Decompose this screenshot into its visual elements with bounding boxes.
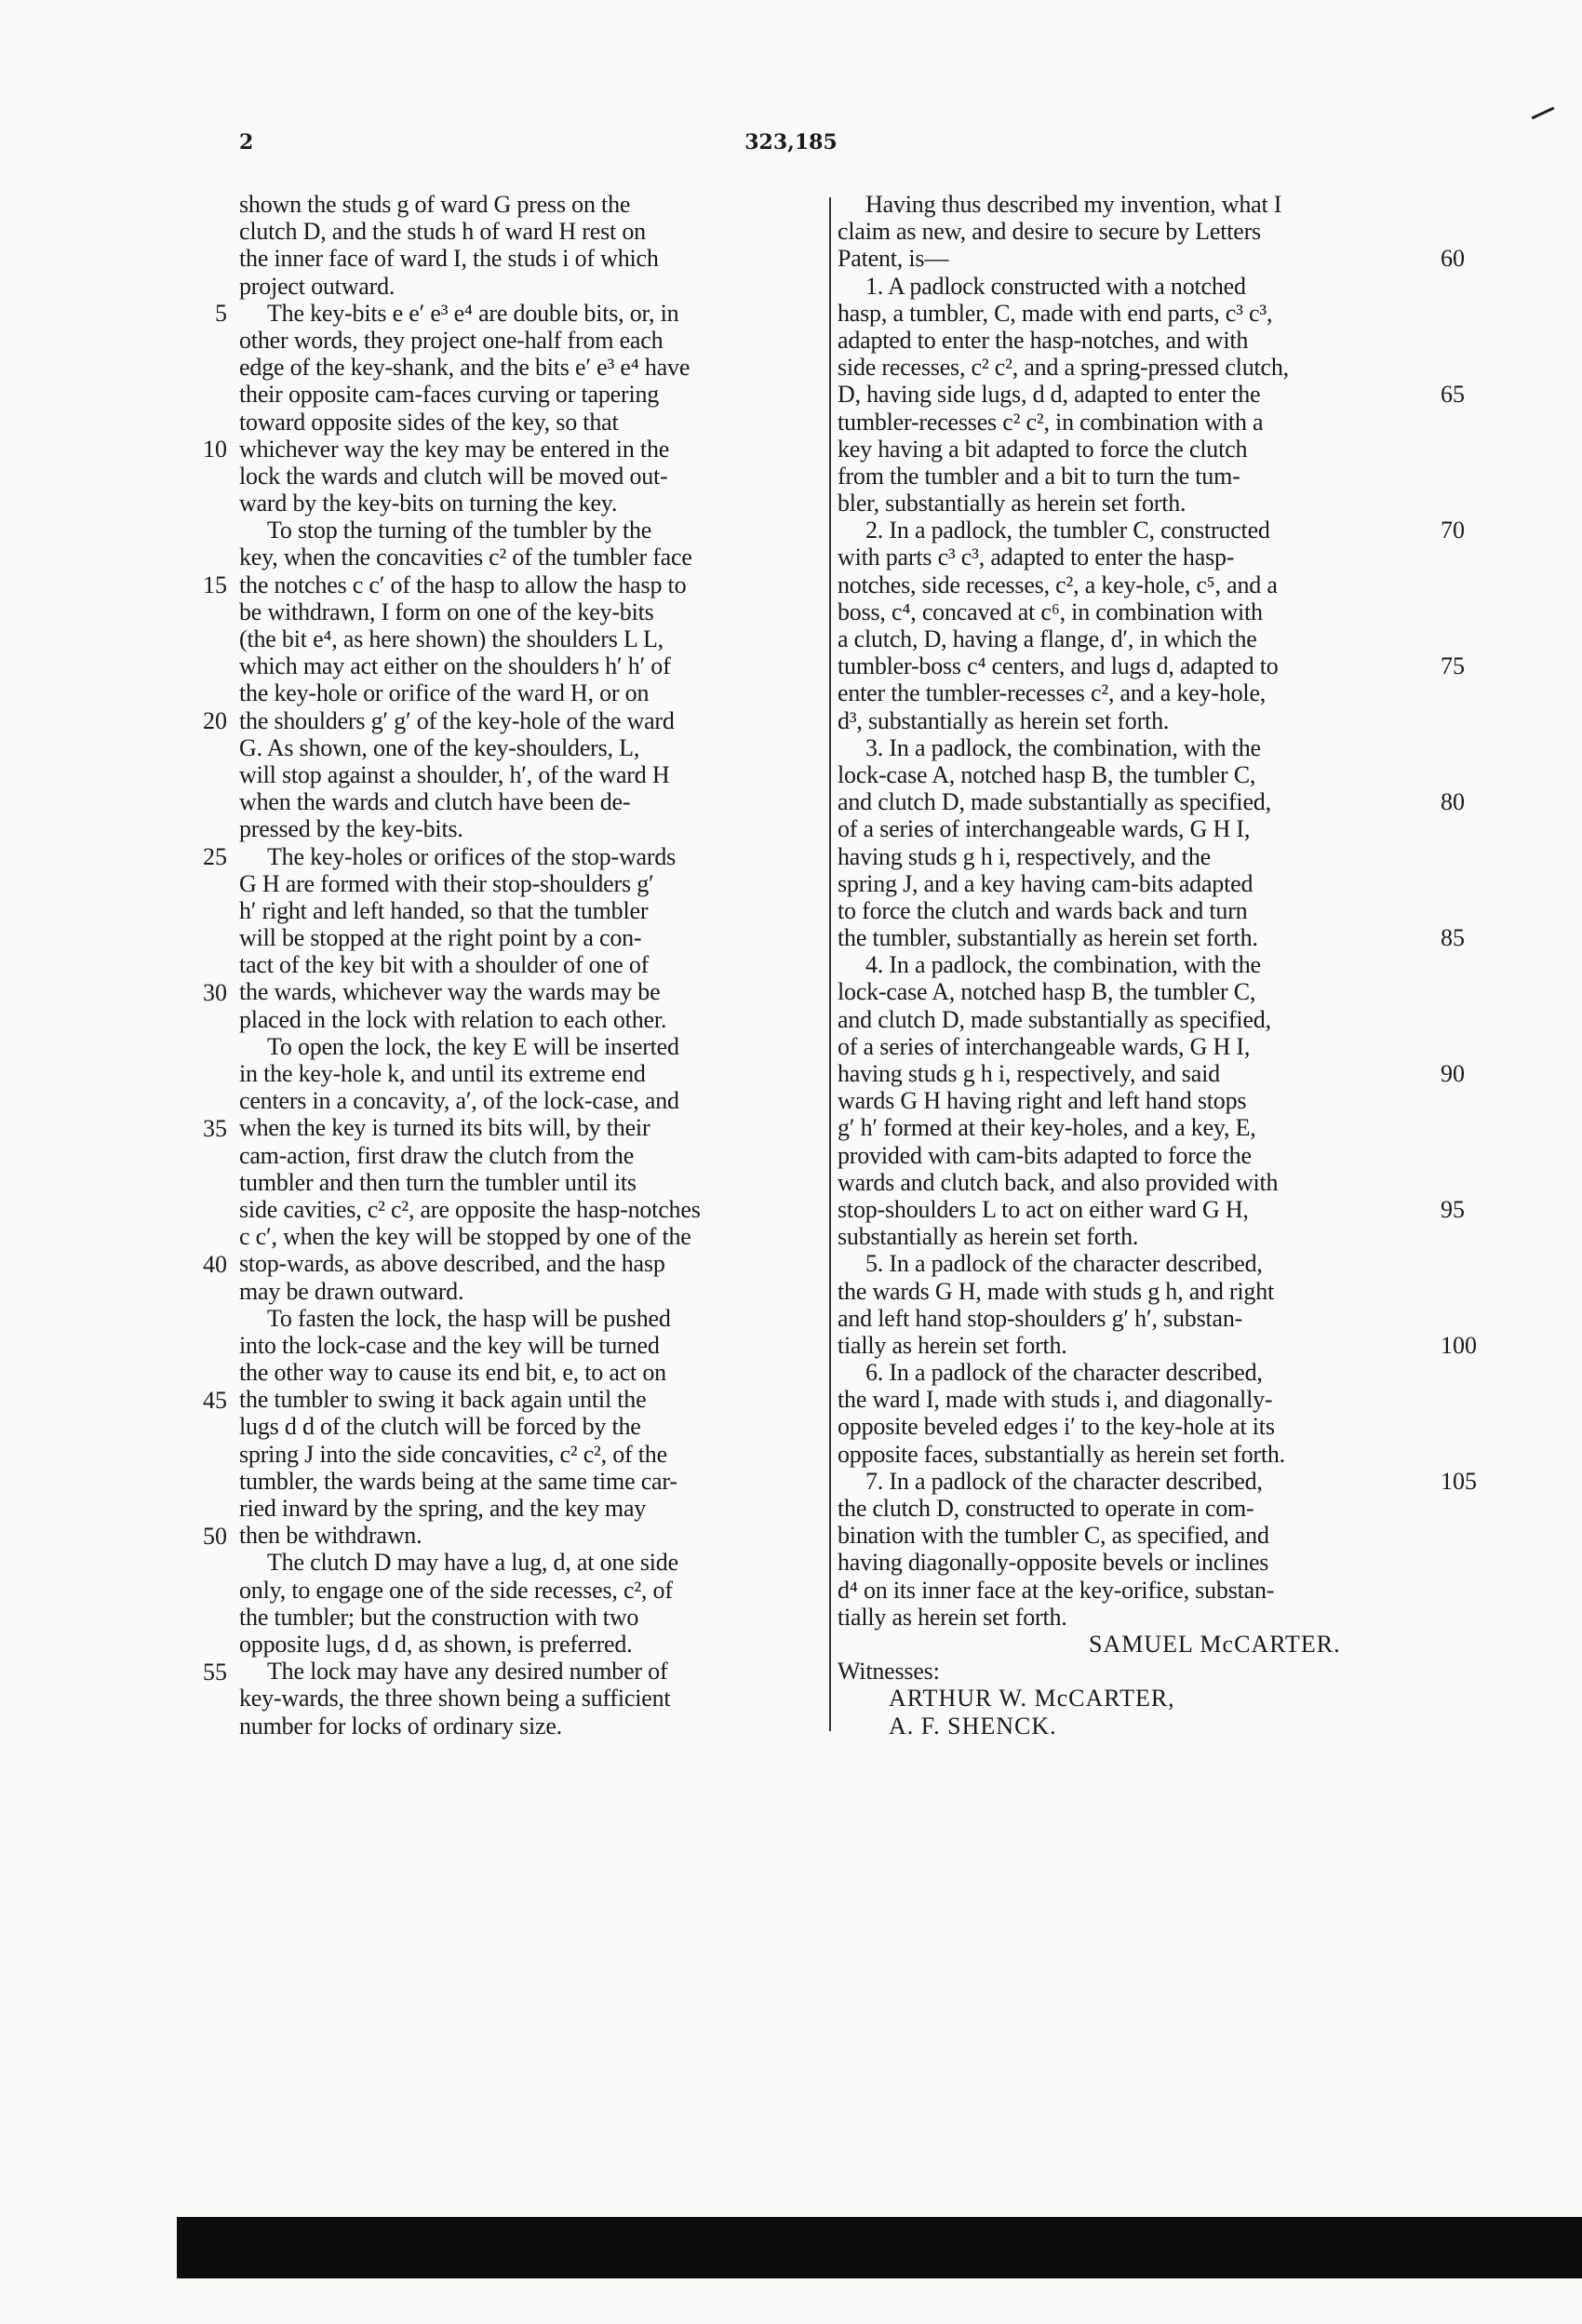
margin-line-number: 40 (203, 1250, 227, 1278)
scan-bottom-bar (177, 2217, 1582, 2278)
text-line: the tumbler; but the construction with two (239, 1603, 639, 1631)
text-line: spring J, and a key having cam-bits adapted (838, 869, 1254, 897)
text-line: Having thus described my invention, what I (865, 191, 1282, 218)
text-line: lock-case A, notched hasp B, the tumbler C, (838, 978, 1256, 1006)
margin-line-number: 65 (1441, 381, 1465, 409)
margin-line-number: 60 (1441, 245, 1465, 273)
text-line: of a series of interchangeable wards, G H I, (838, 815, 1251, 843)
margin-line-number: 70 (1441, 517, 1465, 544)
text-line: wards G H having right and left hand stops (838, 1087, 1247, 1115)
text-line: the tumbler to swing it back again until the (239, 1386, 647, 1414)
text-line: having studs g h i, respectively, and the (838, 842, 1211, 870)
text-line: tially as herein set forth. (838, 1331, 1067, 1359)
text-line: the clutch D, constructed to operate in com- (838, 1495, 1254, 1522)
text-line: clutch D, and the studs h of ward H rest on (239, 218, 646, 246)
text-line: the shoulders g′ g′ of the key-hole of the ward (239, 706, 675, 734)
page-number: 2 (239, 130, 254, 154)
text-line: opposite beveled edges i′ to the key-hole at its (838, 1413, 1275, 1441)
text-line: with parts c³ c³, adapted to enter the hasp- (838, 544, 1235, 571)
text-line: and left hand stop-shoulders g′ h′, substan- (838, 1304, 1243, 1332)
text-line: a clutch, D, having a flange, d′, in which the (838, 625, 1257, 652)
text-line: spring J into the side concavities, c² c², of the (239, 1440, 667, 1468)
margin-line-number: 55 (203, 1658, 227, 1686)
right-text-column (838, 191, 1433, 1740)
text-line: D, having side lugs, d d, adapted to enter the (838, 381, 1261, 409)
margin-line-number: 75 (1441, 652, 1465, 680)
margin-line-number: 105 (1441, 1468, 1477, 1496)
text-line: the ward I, made with studs i, and diagonally- (838, 1386, 1273, 1414)
text-line: The lock may have any desired number of (267, 1658, 668, 1686)
text-line: tact of the key bit with a shoulder of one of (239, 951, 650, 979)
text-line: other words, they project one-half from each (239, 326, 664, 354)
text-line: shown the studs g of ward G press on the (239, 191, 631, 218)
text-line: G H are formed with their stop-shoulders g′ (239, 869, 654, 897)
margin-line-number: 45 (203, 1386, 227, 1414)
column-divider (829, 197, 831, 1731)
text-line: tially as herein set forth. (838, 1603, 1067, 1631)
text-line: cam-action, first draw the clutch from the (239, 1141, 635, 1169)
margin-line-number: 100 (1441, 1332, 1477, 1360)
text-line: To fasten the lock, the hasp will be pushed (267, 1304, 671, 1332)
text-line: adapted to enter the hasp-notches, and with (838, 326, 1249, 354)
text-line: c c′, when the key will be stopped by one of the (239, 1223, 691, 1251)
text-line: tumbler and then turn the tumbler until its (239, 1168, 637, 1196)
margin-line-number: 95 (1441, 1196, 1465, 1224)
margin-line-number: 25 (203, 842, 227, 870)
text-line: when the wards and clutch have been de- (239, 788, 631, 816)
text-line: then be withdrawn. (239, 1522, 422, 1550)
text-line: key having a bit adapted to force the clutch (838, 435, 1248, 463)
text-line: bination with the tumbler C, as specified, and (838, 1522, 1269, 1550)
text-line: The key-bits e e′ e³ e⁴ are double bits, or, in (267, 299, 679, 327)
text-line: opposite faces, substantially as herein set forth. (838, 1440, 1285, 1468)
text-line: G. As shown, one of the key-shoulders, L, (239, 733, 640, 761)
margin-line-number: 10 (203, 435, 227, 463)
text-line: g′ h′ formed at their key-holes, and a key, E, (838, 1114, 1256, 1142)
margin-line-number: 85 (1441, 924, 1465, 952)
text-line: 1. A padlock constructed with a notched (865, 272, 1246, 300)
margin-line-number: 90 (1441, 1060, 1465, 1088)
text-line: of a series of interchangeable wards, G H I, (838, 1032, 1251, 1060)
text-line: pressed by the key-bits. (239, 815, 463, 843)
text-line: lock the wards and clutch will be moved out- (239, 462, 668, 490)
text-line: substantially as herein set forth. (838, 1223, 1139, 1251)
text-line: ried inward by the spring, and the key may (239, 1495, 647, 1522)
text-line: in the key-hole k, and until its extreme end (239, 1060, 646, 1087)
text-line: To open the lock, the key E will be inserted (267, 1032, 679, 1060)
text-line: project outward. (239, 272, 396, 300)
text-line: the other way to cause its end bit, e, to act on (239, 1359, 666, 1387)
text-line: the notches c c′ of the hasp to allow the hasp to (239, 571, 687, 598)
text-line: key, when the concavities c² of the tumbler face (239, 544, 692, 571)
text-line: 7. In a padlock of the character described, (865, 1467, 1263, 1495)
text-line: tumbler-recesses c² c², in combination with a (838, 408, 1264, 436)
text-line: may be drawn outward. (239, 1277, 464, 1305)
text-line: and clutch D, made substantially as specified, (838, 788, 1271, 816)
text-line: Patent, is— (838, 245, 949, 273)
text-line: boss, c⁴, concaved at c⁶, in combination with (838, 598, 1263, 625)
text-line: ARTHUR W. McCARTER, (889, 1685, 1175, 1713)
text-line: lugs d d of the clutch will be forced by the (239, 1413, 641, 1441)
text-line: 5. In a padlock of the character described, (865, 1250, 1263, 1278)
text-line: having diagonally-opposite bevels or inclines (838, 1549, 1269, 1577)
text-line: be withdrawn, I form on one of the key-bits (239, 598, 654, 625)
text-line: d³, substantially as herein set forth. (838, 706, 1170, 734)
text-line: (the bit e⁴, as here shown) the shoulders L L, (239, 625, 664, 652)
text-line: provided with cam-bits adapted to force the (838, 1141, 1252, 1169)
text-line: stop-wards, as above described, and the hasp (239, 1250, 665, 1278)
text-line: The key-holes or orifices of the stop-wards (267, 842, 677, 870)
text-line: the inner face of ward I, the studs i of which (239, 245, 659, 273)
text-line: h′ right and left handed, so that the tumbler (239, 896, 649, 924)
text-line: 4. In a padlock, the combination, with the (865, 951, 1261, 979)
text-line: key-wards, the three shown being a sufficient (239, 1685, 671, 1713)
text-line: side recesses, c² c², and a spring-pressed clutch, (838, 354, 1289, 382)
text-line: whichever way the key may be entered in the (239, 435, 670, 463)
text-line: opposite lugs, d d, as shown, is preferred. (239, 1630, 633, 1658)
text-line: placed in the lock with relation to each other. (239, 1005, 667, 1033)
text-line: tumbler, the wards being at the same time car- (239, 1467, 677, 1495)
text-line: A. F. SHENCK. (889, 1712, 1057, 1740)
text-line: hasp, a tumbler, C, made with end parts, c³ c³, (838, 299, 1273, 327)
text-line: To stop the turning of the tumbler by the (267, 517, 652, 544)
text-line: when the key is turned its bits will, by their (239, 1114, 650, 1142)
margin-line-number: 15 (203, 571, 227, 598)
text-line: will be stopped at the right point by a con- (239, 924, 642, 952)
text-line: number for locks of ordinary size. (239, 1712, 562, 1740)
text-line: 6. In a padlock of the character described, (865, 1359, 1263, 1387)
text-line: ward by the key-bits on turning the key. (239, 490, 618, 517)
margin-line-number: 35 (203, 1114, 227, 1142)
text-line: which may act either on the shoulders h′ h′ of (239, 652, 671, 680)
text-line: claim as new, and desire to secure by Letters (838, 218, 1261, 246)
text-line: side cavities, c² c², are opposite the hasp-notches (239, 1195, 701, 1223)
text-line: SAMUEL McCARTER. (1089, 1630, 1341, 1658)
left-text-column (239, 191, 825, 1740)
margin-line-number: 20 (203, 706, 227, 734)
text-line: and clutch D, made substantially as specified, (838, 1005, 1271, 1033)
text-line: centers in a concavity, a′, of the lock-case, and (239, 1087, 679, 1115)
patent-number: 323,185 (744, 130, 838, 154)
text-line: 3. In a padlock, the combination, with the (865, 733, 1261, 761)
margin-line-number: 50 (203, 1522, 227, 1550)
margin-line-number: 80 (1441, 788, 1465, 816)
margin-line-number: 5 (215, 299, 227, 327)
text-line: from the tumbler and a bit to turn the tum- (838, 462, 1240, 490)
text-line: having studs g h i, respectively, and said (838, 1060, 1220, 1087)
text-line: into the lock-case and the key will be turned (239, 1331, 660, 1359)
text-line: only, to engage one of the side recesses, c², of (239, 1576, 673, 1604)
text-line: the key-hole or orifice of the ward H, or on (239, 679, 650, 707)
text-line: 2. In a padlock, the tumbler C, constructed (865, 517, 1270, 544)
text-line: wards and clutch back, and also provided with (838, 1168, 1279, 1196)
text-line: the wards, whichever way the wards may be (239, 978, 661, 1006)
text-line: lock-case A, notched hasp B, the tumbler C, (838, 760, 1256, 788)
text-line: will stop against a shoulder, h′, of the ward H (239, 760, 670, 788)
margin-line-number: 30 (203, 978, 227, 1006)
text-line: edge of the key-shank, and the bits e′ e³ e⁴ have (239, 354, 690, 382)
text-line: The clutch D may have a lug, d, at one side (267, 1549, 678, 1577)
text-line: toward opposite sides of the key, so that (239, 408, 619, 436)
scan-mark (1532, 107, 1555, 120)
text-line: to force the clutch and wards back and turn (838, 896, 1248, 924)
text-line: the tumbler, substantially as herein set forth. (838, 924, 1258, 952)
text-line: the wards G H, made with studs g h, and right (838, 1277, 1275, 1305)
text-line: their opposite cam-faces curving or tapering (239, 381, 660, 409)
text-line: notches, side recesses, c², a key-hole, c⁵, and a (838, 571, 1278, 598)
text-line: d⁴ on its inner face at the key-orifice, substan- (838, 1576, 1275, 1604)
text-line: bler, substantially as herein set forth. (838, 490, 1186, 517)
text-line: Witnesses: (838, 1658, 940, 1686)
text-line: enter the tumbler-recesses c², and a key-hole, (838, 679, 1267, 707)
text-line: tumbler-boss c⁴ centers, and lugs d, adapted to (838, 652, 1279, 680)
text-line: stop-shoulders L to act on either ward G H, (838, 1195, 1249, 1223)
